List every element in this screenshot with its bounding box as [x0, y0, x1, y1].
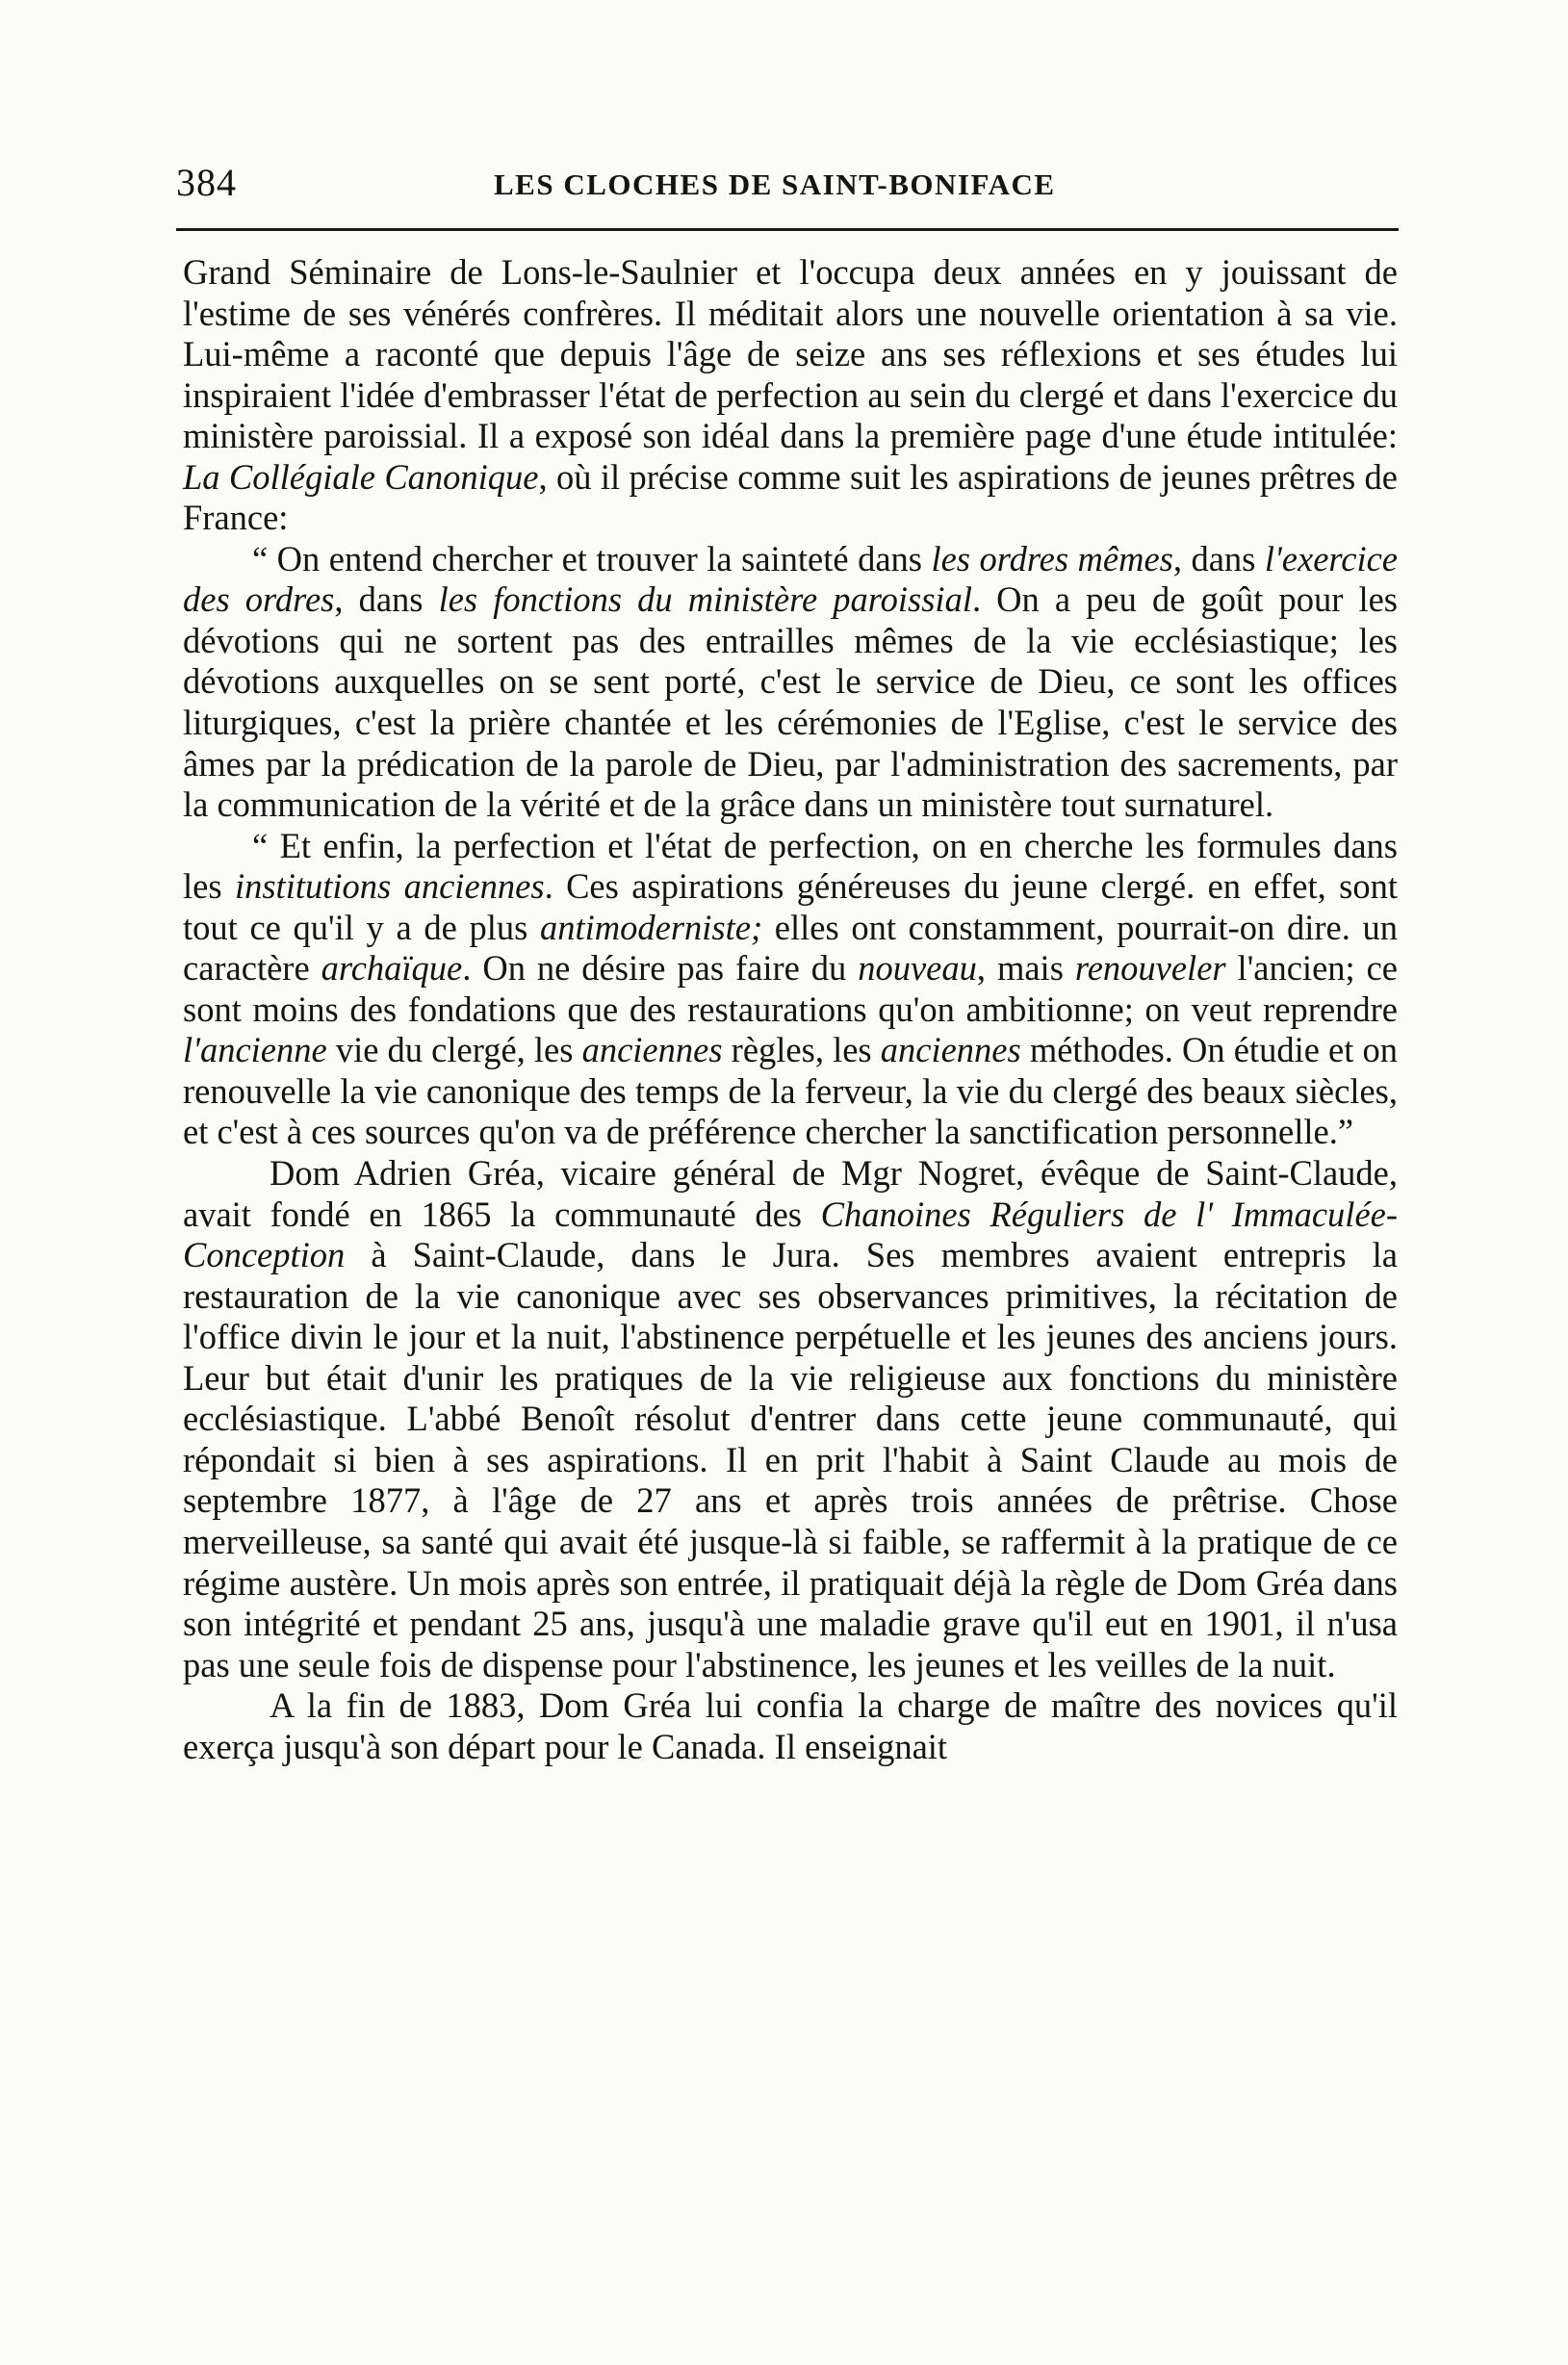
italic-text-run: anciennes [581, 1030, 723, 1070]
paragraph-2-quote [183, 539, 1398, 826]
italic-text-run: les fonctions du ministère paroissial [438, 579, 972, 620]
text-run: méthodes. On étudie et on renouvelle la vie canonique des temps de la ferveur, la vie du clergé des beaux siècles, et c'est à ces sources qu'on va de préférence chercher la sanctification personnelle.” [183, 1030, 1399, 1152]
italic-text-run: antimoderniste; [539, 907, 763, 947]
italic-text-run: institutions anciennes [234, 866, 545, 907]
italic-text-run: l'exercice des ordres [183, 538, 1398, 620]
text-run: “ Et enfin, la perfection et l'état de perfection, on en cherche les formules dans les [183, 825, 1398, 907]
text-run: Grand Séminaire de Lons-le-Saulnier et l'occupa deux années en y jouissant de l'estime de ses vénérés confrères. Il méditait alors une nouvelle orientation à sa vie. Lui-même a raconté que depuis l'âge de seize ans ses réflexions et ses études lui inspiraient l'idée d'embrasser l'état de perfection au sein du clergé et dans l'exercice du ministère paroissial. Il a exposé son idéal dans la première page d'une étude intitulée: [183, 252, 1398, 456]
text-run: , où il précise comme suit les aspirations de jeunes prêtres de France: [183, 456, 1399, 538]
text-run: A la fin de 1883, Dom Gréa lui confia la charge de maître des novices qu'il exerça jusqu'à son départ pour le Canada. Il enseignait [183, 1685, 1398, 1766]
italic-text-run: renouveler [1074, 948, 1226, 989]
paragraph-5 [183, 1685, 1398, 1767]
running-head [176, 154, 1399, 204]
body-text [183, 252, 1398, 1767]
header-rule [176, 228, 1399, 231]
italic-text-run: l'ancienne [183, 1030, 327, 1070]
page-number: 384 [176, 161, 237, 204]
text-run: elles ont constamment, pourrait-on dire. un caractère [183, 907, 1398, 989]
text-run: à Saint-Claude, dans le Jura. Ses membres avaient entrepris la restauration de la vie canonique avec ses observances primitives, la récitation de l'office divin le jour et la nuit, l'abstinence perpétuelle et les jeunes des anciens jours. Leur but était d'unir les pratiques de la vie religieuse aux fonctions du ministère ecclésiastique. L'abbé Benoît résolut d'entrer dans cette jeune communauté, qui répondait si bien à ses aspirations. Il en prit l'habit à Saint Claude au mois de septembre 1877, à l'âge de 27 ans et après trois années de prêtrise. Chose merveilleuse, sa santé qui avait été jusque-là si faible, se raffermit à la pratique de ce régime austère. Un mois après son entrée, il pratiquait déjà la règle de Dom Gréa dans son intégrité et pendant 25 ans, jusqu'à une maladie grave qu'il eut en 1901, il n'usa pas une seule fois de dispense pour l'abstinence, les jeunes et les veilles de la nuit. [183, 1235, 1398, 1684]
paragraph-4 [183, 1153, 1398, 1685]
paragraph-1 [183, 252, 1398, 539]
text-run: , dans [1172, 538, 1265, 578]
running-title: LES CLOCHES DE SAINT-BONIFACE [494, 167, 1056, 201]
text-run: , dans [334, 579, 439, 620]
text-run: l'ancien; ce sont moins des fondations que des restaurations qu'on ambitionne; on veut reprendre [183, 948, 1399, 1029]
text-run: “ On entend chercher et trouver la sainteté dans [252, 538, 932, 578]
text-run: . Ces aspirations généreuses du jeune clergé. en effet, sont tout ce qu'il y a de plus [183, 866, 1399, 947]
text-run: vie du clergé, les [326, 1030, 582, 1070]
text-run: règles, les [722, 1030, 881, 1070]
italic-text-run: anciennes [880, 1030, 1021, 1070]
text-run: . On ne désire pas faire du [462, 948, 859, 989]
italic-text-run: La Collégiale Canonique [183, 456, 539, 497]
italic-text-run: archaïque [321, 948, 463, 989]
text-run: , mais [976, 948, 1075, 989]
italic-text-run: les ordres mêmes [931, 538, 1173, 578]
paragraph-3-quote [183, 826, 1398, 1153]
text-run: . On a peu de goût pour les dévotions qui ne sortent pas des entrailles mêmes de la vie ecclésiastique; les dévotions auxquelles on se sent porté, c'est le service de Dieu, ce sont les offices liturgiques, c'est la prière chantée et les cérémonies de l'Eglise, c'est le service des âmes par la prédication de la parole de Dieu, par l'administration des sacrements, par la communication de la vérité et de la grâce dans un ministère tout surnaturel. [183, 579, 1399, 825]
text-run: Dom Adrien Gréa, vicaire général de Mgr Nogret, évêque de Saint-Claude, avait fondé en 1865 la communauté des [183, 1153, 1398, 1234]
italic-text-run: nouveau [858, 948, 977, 989]
italic-text-run: Chanoines Réguliers de l' Immaculée-Conception [183, 1194, 1398, 1275]
